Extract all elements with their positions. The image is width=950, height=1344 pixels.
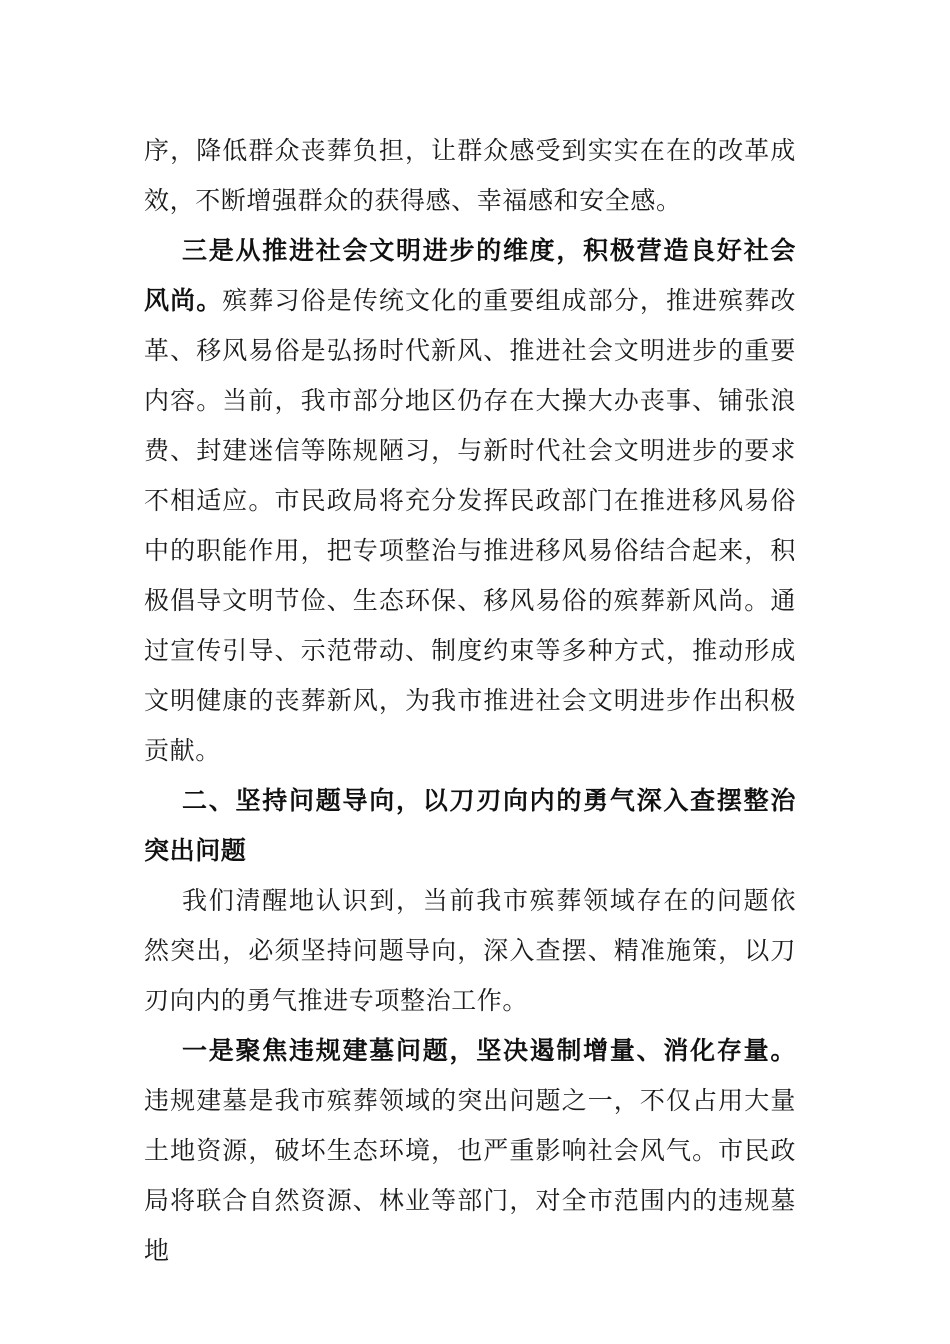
paragraph-text: 违规建墓是我市殡葬领域的突出问题之一，不仅占用大量土地资源，破坏生态环境，也严重影响社会风气。市民政局将联合自然资源、林业等部门，对全市范围内的违规墓地 bbox=[144, 1086, 796, 1265]
document-body bbox=[144, 126, 796, 1276]
paragraph-text: 我们清醒地认识到，当前我市殡葬领域存在的问题依然突出，必须坚持问题导向，深入查摆、精准施策，以刀刃向内的勇气推进专项整治工作。 bbox=[144, 886, 796, 1015]
paragraph-social-civilization bbox=[144, 226, 796, 776]
paragraph-text: 序，降低群众丧葬负担，让群众感受到实实在在的改革成效，不断增强群众的获得感、幸福感和安全感。 bbox=[144, 136, 796, 215]
paragraph-text: 殡葬习俗是传统文化的重要组成部分，推进殡葬改革、移风易俗是弘扬时代新风、推进社会文明进步的重要内容。当前，我市部分地区仍存在大操大办丧事、铺张浪费、封建迷信等陈规陋习，与新时代社会文明进步的要求不相适应。市民政局将充分发挥民政部门在推进移风易俗中的职能作用，把专项整治与推进移风易俗结合起来，积极倡导文明节俭、生态环保、移风易俗的殡葬新风尚。通过宣传引导、示范带动、制度约束等多种方式，推动形成文明健康的丧葬新风，为我市推进社会文明进步作出积极贡献。 bbox=[144, 286, 797, 765]
section-heading-two bbox=[144, 776, 796, 876]
paragraph-continuation bbox=[144, 126, 796, 226]
paragraph-lead-heading: 三是从推进社会文明进步的维度，积极营造良好社会风尚。 bbox=[144, 236, 796, 315]
paragraph-illegal-tombs bbox=[144, 1026, 796, 1276]
paragraph-lead-heading: 一是聚焦违规建墓问题，坚决遏制增量、消化存量。 bbox=[182, 1036, 796, 1065]
paragraph-problem-oriented bbox=[144, 876, 796, 1026]
section-heading-text: 二、坚持问题导向，以刀刃向内的勇气深入查摆整治突出问题 bbox=[144, 786, 796, 865]
